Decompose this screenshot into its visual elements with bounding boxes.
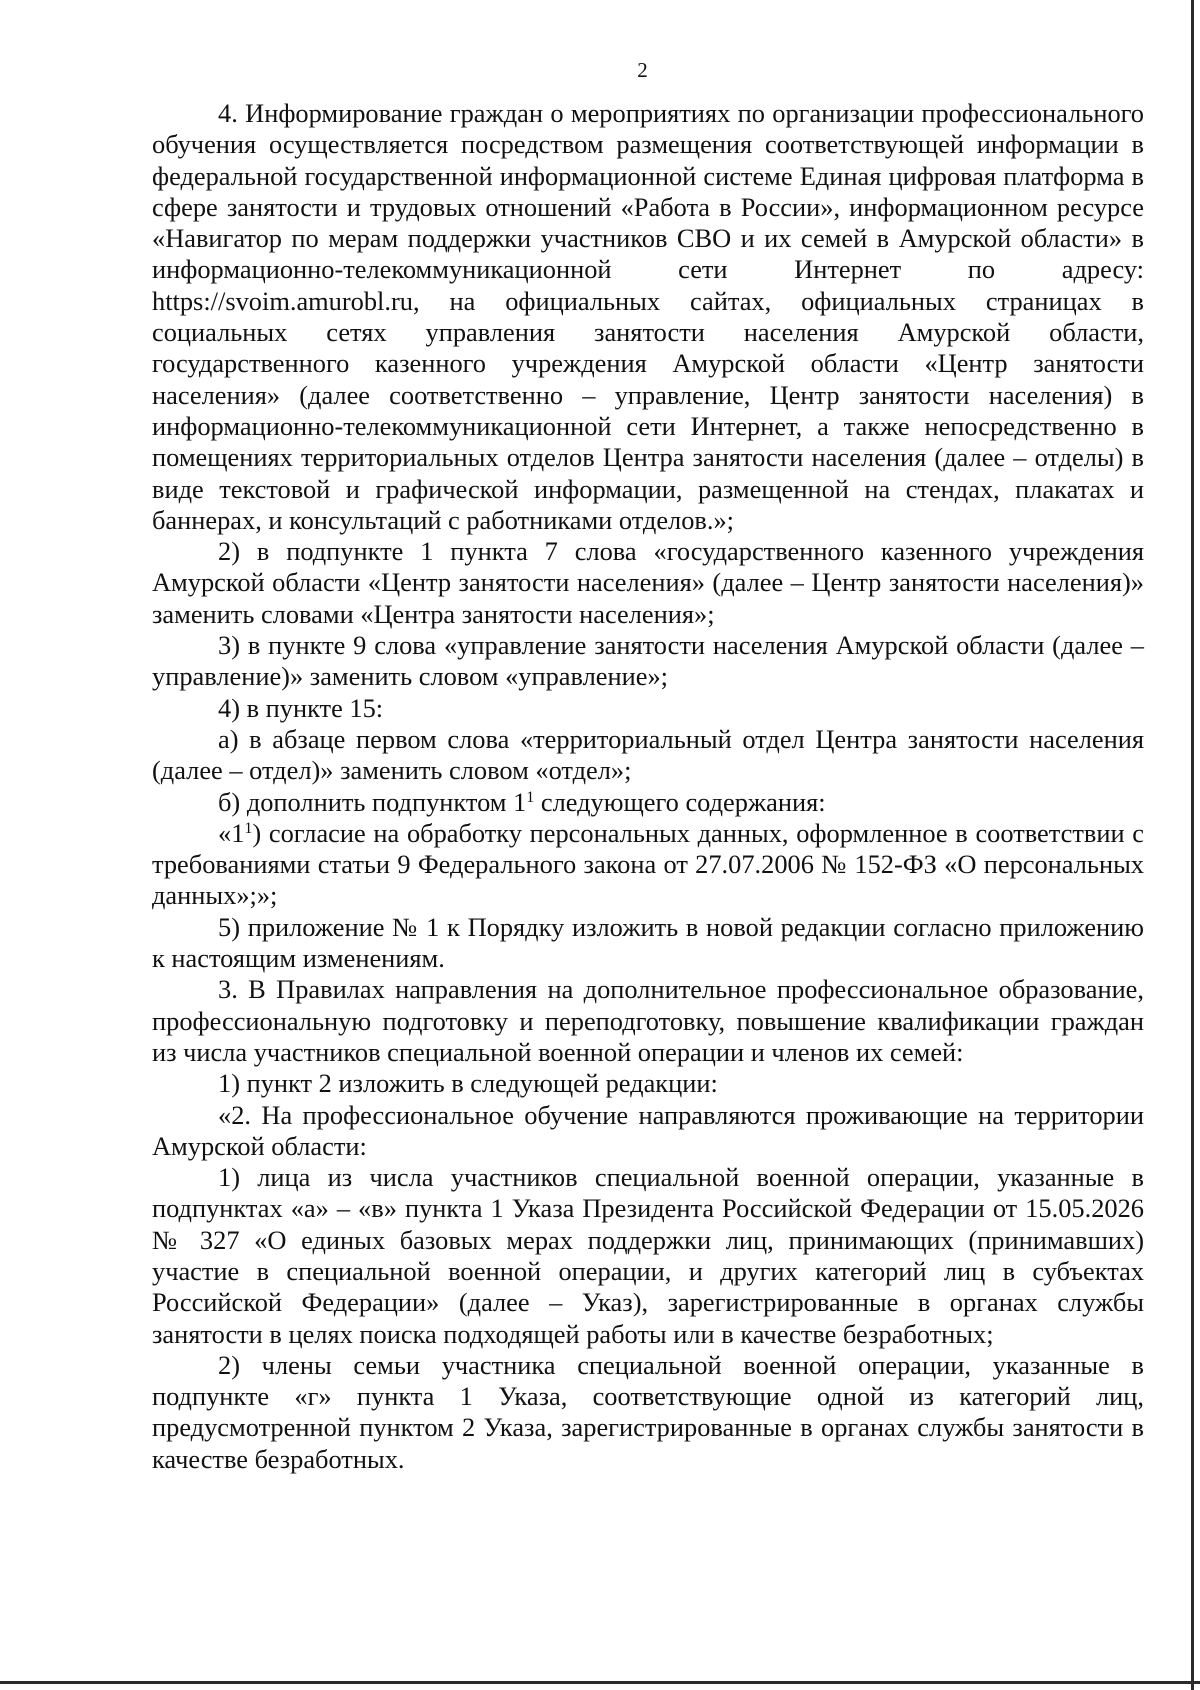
superscript: 1	[526, 788, 535, 806]
paragraph-rules-point-2-2: 2) члены семьи участника специальной военной операции, указанные в подпункте «г» пункта 1 Указа, соответствующие одной из категорий лиц, предусмотренной пунктом 2 Указа, зарегистрированные в органах службы занятости в качестве безработных.	[152, 1349, 1144, 1474]
paragraph-rules-point-2: «2. На профессиональное обучение направляются проживающие на территории Амурской области:	[152, 1099, 1144, 1161]
page-number: 2	[637, 58, 648, 82]
paragraph-item-4-informing: 4. Информирование граждан о мероприятиях по организации профессионального обучения осуществляется посредством размещения соответствующей информации в федеральной государственной информационной системе Единая цифровая платформа в сфере занятости и трудовых отношений «Работа в России», информационном ресурсе «Навигатор по мерам поддержки участников СВО и их семей в Амурской области» в информационно-телекоммуникационной сети Интернет по адресу: https://svoim.amurobl.ru, на официальных сайтах, официальных страницах в социальных сетях управления занятости населения Амурской области, государственного казенного учреждения Амурской области «Центр занятости населения» (далее соответственно – управление, Центр занятости населения) в информационно-телекоммуникационной сети Интернет, а также непосредственно в помещениях территориальных отделов Центра занятости населения (далее – отделы) в виде текстовой и графической информации, размещенной на стендах, плакатах и баннерах, и консультаций с работниками отделов.»;	[152, 98, 1144, 535]
paragraph-subitem-4a: а) в абзаце первом слова «территориальный отдел Центра занятости населения (далее – отдел)» заменить словом «отдел»;	[152, 723, 1144, 786]
document-body	[152, 98, 1144, 1475]
paragraph-rules-point-2-1: 1) лица из числа участников специальной военной операции, указанные в подпунктах «а» – «в» пункта 1 Указа Президента Российской Федерации от 15.05.2026 № 327 «О единых базовых мерах поддержки лиц, принимающих (принимавших) участие в специальной военной операции, и других категорий лиц в субъектах Российской Федерации» (далее – Указ), зарегистрированные в органах службы занятости в целях поиска подходящей работы или в качестве безработных;	[152, 1162, 1144, 1349]
paragraph-subitem-3: 3) в пункте 9 слова «управление занятости населения Амурской области (далее – управление)» заменить словом «управление»;	[152, 630, 1144, 692]
scan-edge-bottom	[0, 1681, 1200, 1684]
paragraph-item-3-rules: 3. В Правилах направления на дополнительное профессиональное образование, профессиональную подготовку и переподготовку, повышение квалификации граждан из числа участников специальной военной операции и членов их семей:	[152, 974, 1144, 1067]
paragraph-subitem-4b	[152, 787, 1144, 818]
paragraph-consent	[152, 818, 1144, 912]
paragraph-consent-text-after: ) согласие на обработку персональных данных, оформленное в соответствии с требованиями статьи 9 Федерального закона от 27.07.2006 № 152-ФЗ «О персональных данных»;»;	[152, 817, 1144, 911]
paragraph-subitem-2: 2) в подпункте 1 пункта 7 слова «государственного казенного учреждения Амурской области «Центр занятости населения» (далее – Центр занятости населения)» заменить словами «Центра занятости населения»;	[152, 536, 1144, 629]
paragraph-consent-text-before: «1	[218, 817, 245, 848]
paragraph-subitem-5: 5) приложение № 1 к Порядку изложить в новой редакции согласно приложению к настоящим изменениям.	[152, 911, 1144, 974]
paragraph-subitem-4: 4) в пункте 15:	[218, 692, 384, 723]
superscript: 1	[244, 819, 253, 837]
scan-edge-right	[1191, 0, 1194, 1690]
paragraph-4b-text-before: б) дополнить подпунктом 1	[218, 786, 527, 817]
paragraph-4b-text-after: следующего содержания:	[534, 786, 826, 817]
paragraph-rules-subitem-1: 1) пункт 2 изложить в следующей редакции:	[218, 1068, 718, 1099]
